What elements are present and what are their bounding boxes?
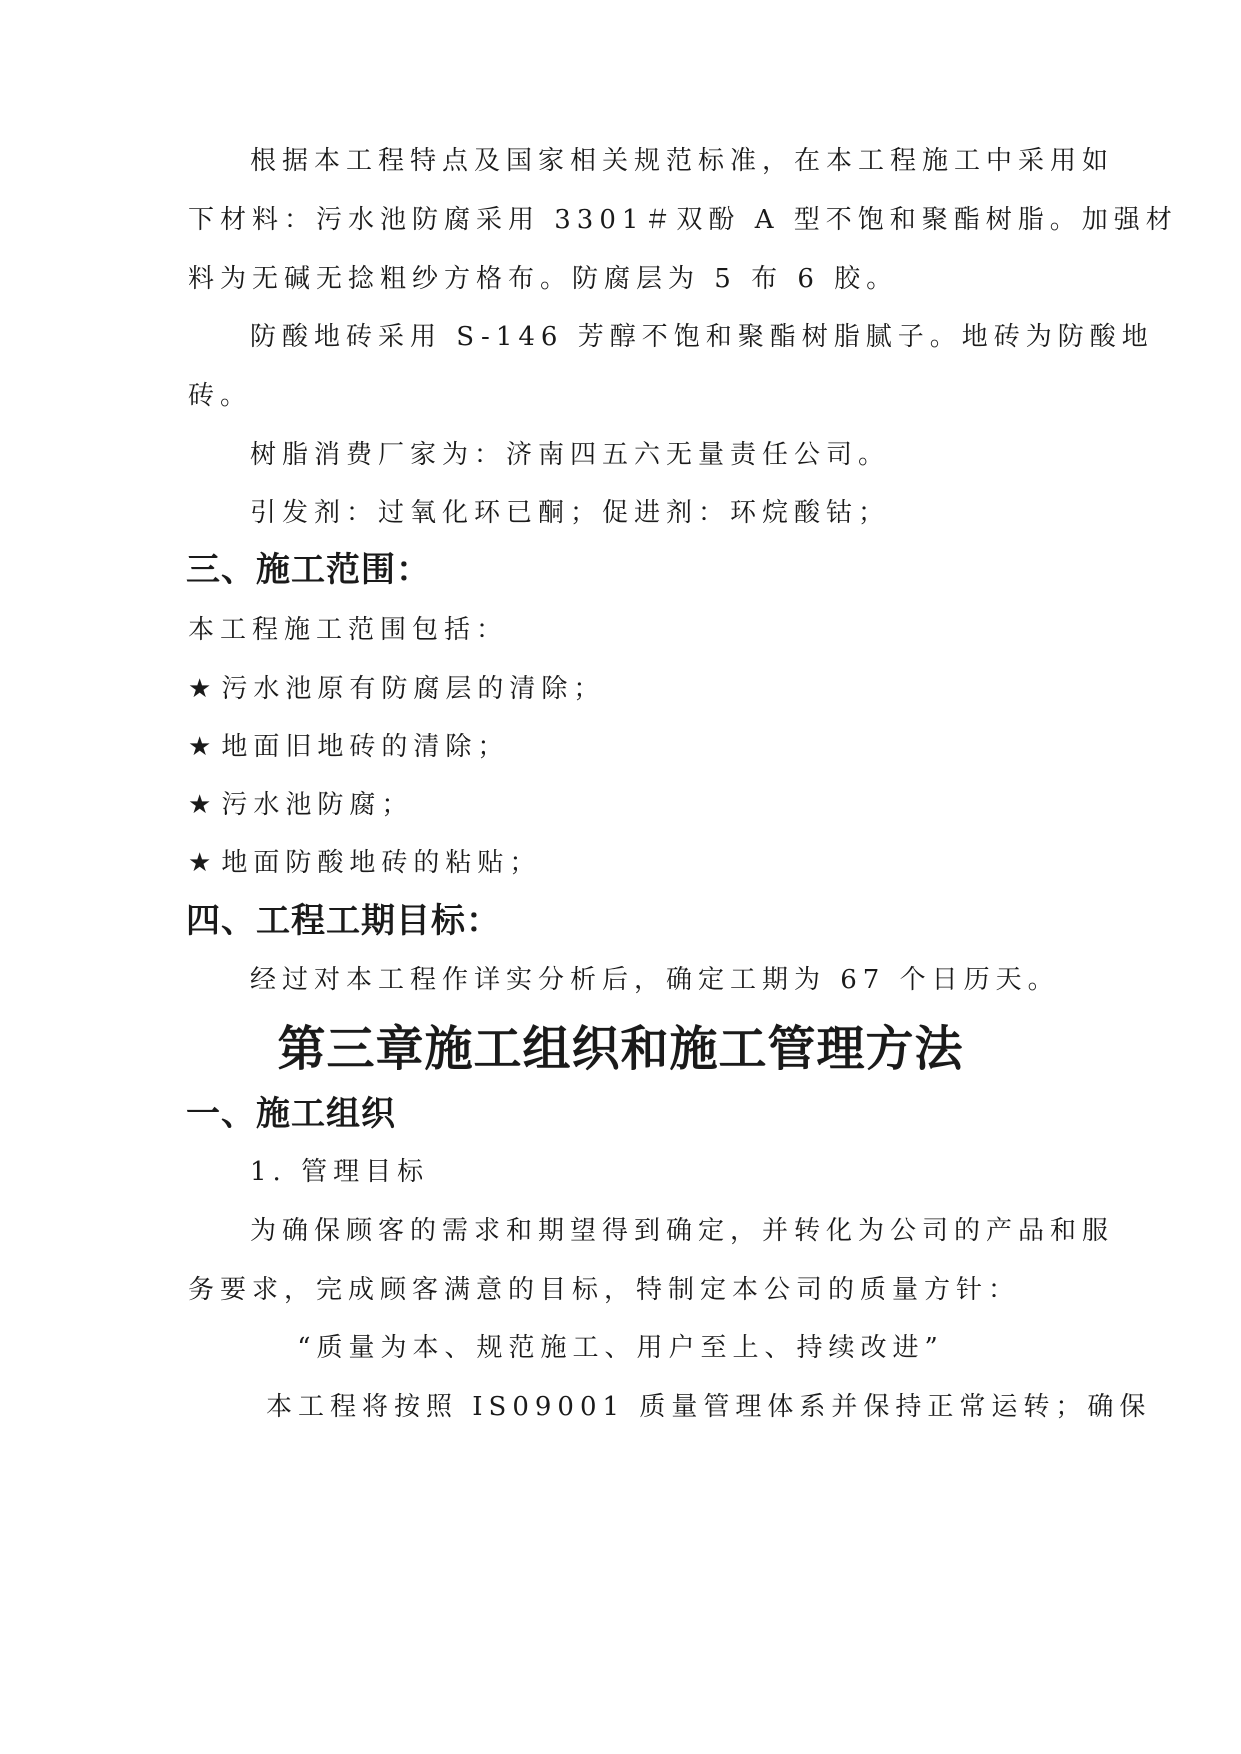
subsection-heading: 1. 管理目标	[250, 1157, 430, 1187]
paragraph-initiator: 引发剂：过氧化环已酮；促进剂：环烷酸钴；	[250, 498, 891, 528]
quality-policy: “质量为本、规范施工、用户至上、持续改进”	[297, 1333, 944, 1363]
section-4-text: 经过对本工程作详实分析后，确定工期为 67 个日历天。	[250, 965, 1060, 995]
paragraph-iso: 本工程将按照 IS09001 质量管理体系并保持正常运转；确保	[266, 1392, 1152, 1422]
chapter-title: 第三章施工组织和施工管理方法	[277, 1021, 964, 1077]
star-icon: ★	[188, 848, 212, 878]
paragraph-materials-line-2: 下材料：污水池防腐采用 3301＃双酚 A 型不饱和聚酯树脂。加强材	[188, 205, 1178, 235]
section-4-heading: 四、工程工期目标：	[186, 901, 501, 941]
scope-list-item	[188, 787, 413, 823]
paragraph-tiles-line-1: 防酸地砖采用 S-146 芳醇不饱和聚酯树脂腻子。地砖为防酸地	[250, 322, 1154, 352]
paragraph-manufacturer: 树脂消费厂家为：济南四五六无量责任公司。	[250, 440, 891, 470]
star-icon: ★	[188, 732, 212, 762]
paragraph-materials-line-1: 根据本工程特点及国家相关规范标准，在本工程施工中采用如	[250, 146, 1115, 176]
paragraph-tiles-line-2: 砖。	[188, 381, 253, 411]
section-3-heading: 三、施工范围：	[186, 550, 431, 590]
scope-item-text: 污水池防腐；	[221, 790, 414, 820]
scope-item-text: 污水池原有防腐层的清除；	[221, 674, 606, 704]
star-icon: ★	[188, 790, 212, 820]
section-1-heading: 一、施工组织	[186, 1094, 396, 1134]
section-3-intro: 本工程施工范围包括：	[188, 615, 509, 645]
scope-item-text: 地面旧地砖的清除；	[221, 732, 510, 762]
paragraph-goal-line-1: 为确保顾客的需求和期望得到确定，并转化为公司的产品和服	[250, 1216, 1115, 1246]
scope-list-item	[188, 729, 509, 765]
paragraph-materials-line-3: 料为无碱无捻粗纱方格布。防腐层为 5 布 6 胶。	[188, 264, 899, 294]
scope-item-text: 地面防酸地砖的粘贴；	[221, 848, 542, 878]
paragraph-goal-line-2: 务要求，完成顾客满意的目标，特制定本公司的质量方针：	[188, 1275, 1021, 1305]
scope-list-item	[188, 845, 541, 881]
scope-list-item	[188, 671, 605, 707]
star-icon: ★	[188, 674, 212, 704]
